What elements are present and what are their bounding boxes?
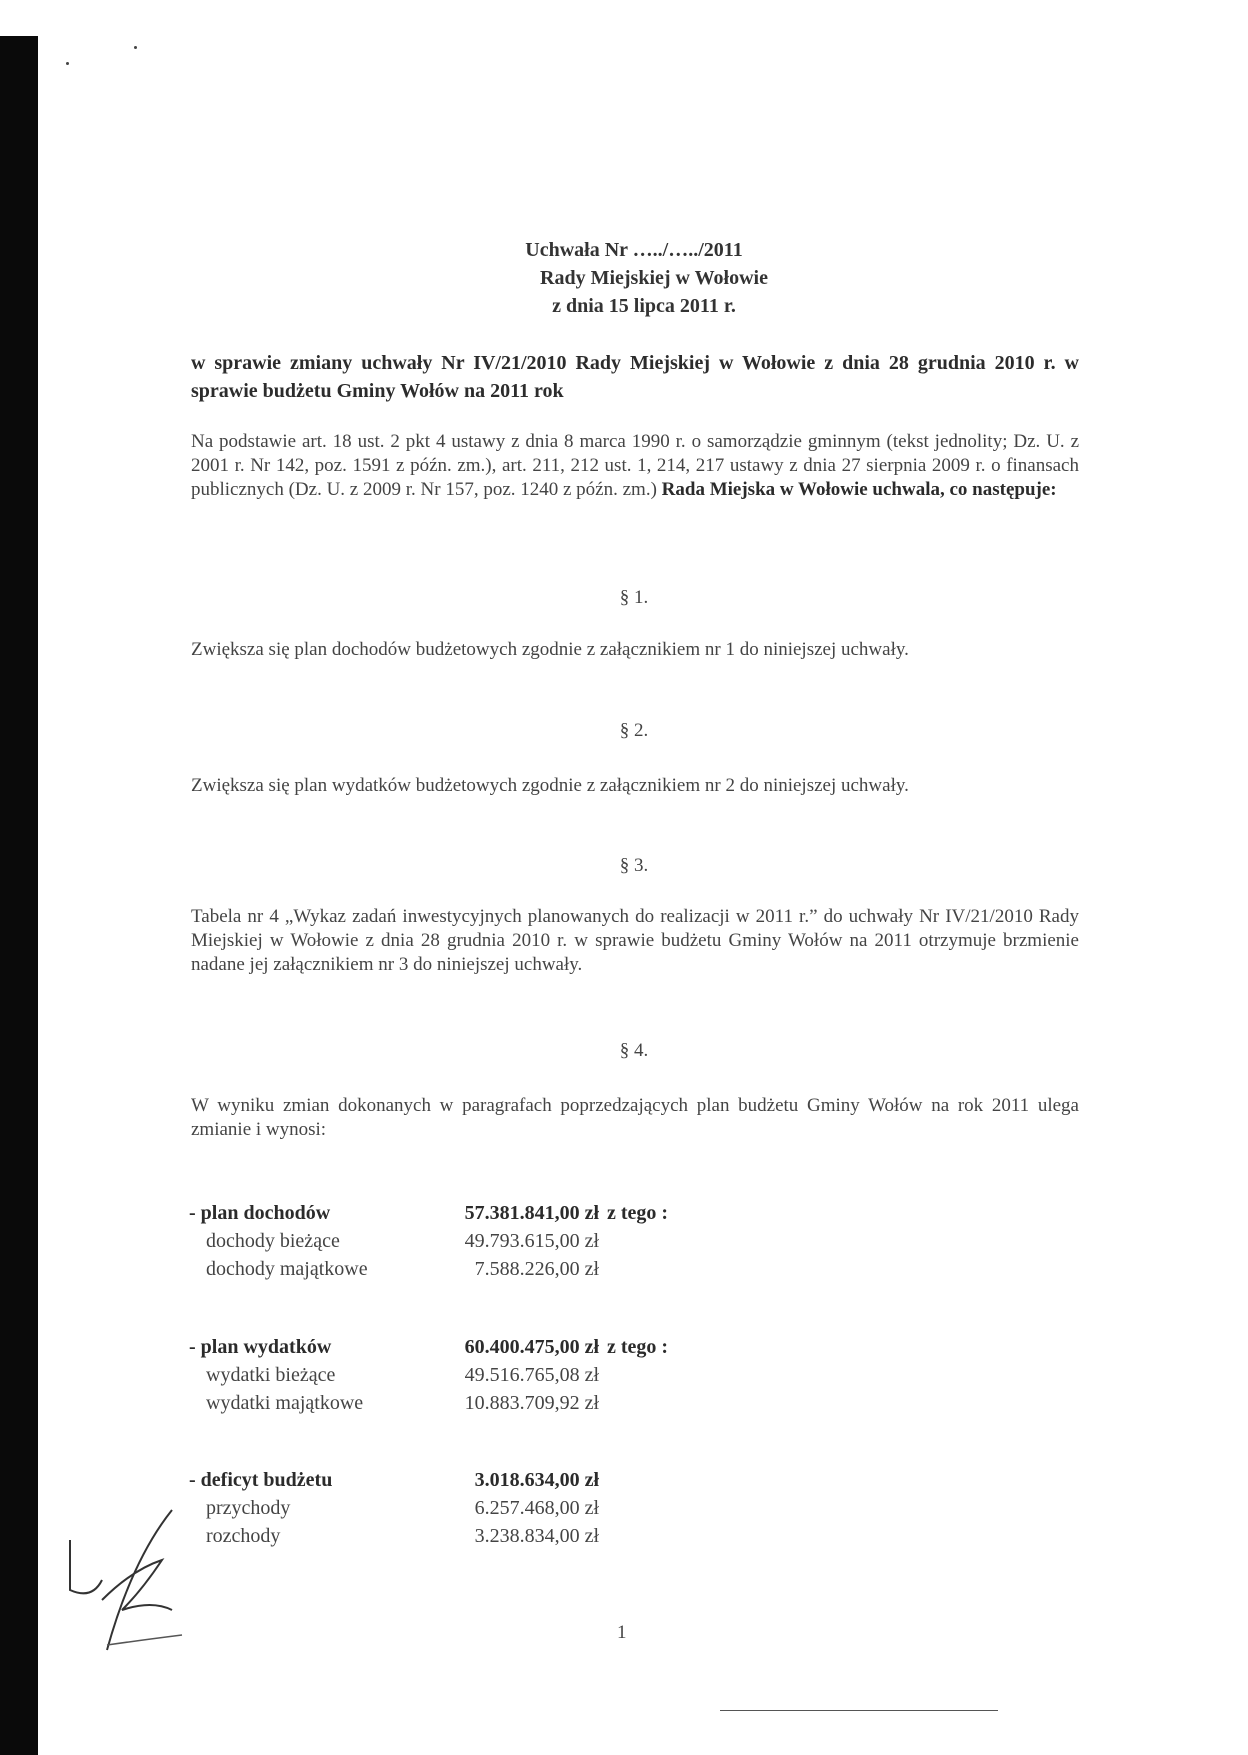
expenses-plan-value: 60.400.475,00 zł xyxy=(464,1336,599,1358)
expenses-plan-label: - plan wydatków xyxy=(189,1336,332,1358)
resolution-subject: w sprawie zmiany uchwały Nr IV/21/2010 Rady Miejskiej w Wołowie z dnia 28 grudnia 2010 r. w sprawie budżetu Gminy Wołów na 2011 rok xyxy=(191,352,1079,402)
resolution-date: z dnia 15 lipca 2011 r. xyxy=(552,295,736,317)
council-name: Rady Miejskiej w Wołowie xyxy=(540,267,768,289)
expenses-plan-row xyxy=(189,1333,668,1361)
section-text-1: Zwiększa się plan dochodów budżetowych zgodnie z załącznikiem nr 1 do niniejszej uchwały. xyxy=(191,639,909,660)
handwritten-signature xyxy=(62,1500,262,1660)
section-text-2: Zwiększa się plan wydatków budżetowych zgodnie z załącznikiem nr 2 do niniejszej uchwały. xyxy=(191,775,909,796)
income-item-label: dochody bieżące xyxy=(206,1230,340,1252)
expenses-item-row xyxy=(189,1361,668,1389)
expenses-item-row xyxy=(189,1389,668,1417)
expenses-item-value: 49.516.765,08 zł xyxy=(464,1364,599,1386)
scan-speck xyxy=(66,62,69,65)
income-plan-row xyxy=(189,1199,668,1227)
expenses-item-label: wydatki majątkowe xyxy=(206,1392,364,1414)
legal-basis-paragraph xyxy=(191,430,1079,502)
income-plan-value: 57.381.841,00 zł xyxy=(464,1202,599,1224)
expenses-plan-note: z tego : xyxy=(607,1336,669,1358)
expenses-item-label: wydatki bieżące xyxy=(206,1364,336,1386)
resolution-header xyxy=(0,236,1248,320)
expenses-item-value: 10.883.709,92 zł xyxy=(464,1392,599,1414)
income-item-value: 49.793.615,00 zł xyxy=(464,1230,599,1252)
resolution-number: Uchwała Nr …../…../2011 xyxy=(525,239,743,261)
income-item-row xyxy=(189,1227,668,1255)
deficit-row xyxy=(189,1466,599,1494)
income-plan-label: - plan dochodów xyxy=(189,1202,331,1224)
expenses-plan-block xyxy=(189,1333,668,1417)
section-mark-1: § 1. xyxy=(619,587,649,608)
deficit-item-value: 3.238.834,00 zł xyxy=(474,1525,599,1547)
deficit-item-label: rozchody xyxy=(206,1525,281,1547)
income-item-value: 7.588.226,00 zł xyxy=(474,1258,599,1280)
page-number: 1 xyxy=(617,1622,627,1643)
signature-stroke xyxy=(107,1635,182,1645)
deficit-value: 3.018.634,00 zł xyxy=(474,1469,599,1491)
deficit-item-label: przychody xyxy=(206,1497,291,1519)
section-text-3: Tabela nr 4 „Wykaz zadań inwestycyjnych planowanych do realizacji w 2011 r.” do uchwały Nr IV/21/2010 Rady Miejskiej w Wołowie z dnia 28 grudnia 2010 r. w sprawie budżetu Gminy Wołów na 2011 otrzymuje brzmienie nadane jej załącznikiem nr 3 do niniejszej uchwały. xyxy=(191,906,1079,975)
deficit-item-value: 6.257.468,00 zł xyxy=(474,1497,599,1519)
legal-basis-text: Na podstawie art. 18 ust. 2 pkt 4 ustawy z dnia 8 marca 1990 r. o samorządzie gminnym (tekst jednolity; Dz. U. z 2001 r. Nr 142, poz. 1591 z późn. zm.), art. 211, 212 ust. 1, 214, 217 ustawy z dnia 27 sierpnia 2009 r. o finansach publicznych (Dz. U. z 2009 r. Nr 157, poz. 1240 z późn. zm.) xyxy=(191,431,1079,500)
section-mark-3: § 3. xyxy=(619,855,649,876)
income-item-row xyxy=(189,1255,668,1283)
legal-basis-resolves: Rada Miejska w Wołowie uchwala, co następuje: xyxy=(661,479,1057,500)
section-text-4: W wyniku zmian dokonanych w paragrafach poprzedzających plan budżetu Gminy Wołów na rok 2011 ulega zmianie i wynosi: xyxy=(191,1095,1079,1140)
section-mark-4: § 4. xyxy=(619,1040,649,1061)
scan-speck xyxy=(134,46,137,49)
income-item-label: dochody majątkowe xyxy=(206,1258,368,1280)
income-plan-note: z tego : xyxy=(607,1202,669,1224)
footer-rule xyxy=(720,1710,998,1711)
section-mark-2: § 2. xyxy=(619,720,649,741)
signature-stroke xyxy=(107,1510,172,1650)
deficit-label: - deficyt budżetu xyxy=(189,1469,333,1491)
signature-stroke xyxy=(70,1540,102,1593)
income-plan-block xyxy=(189,1199,668,1283)
